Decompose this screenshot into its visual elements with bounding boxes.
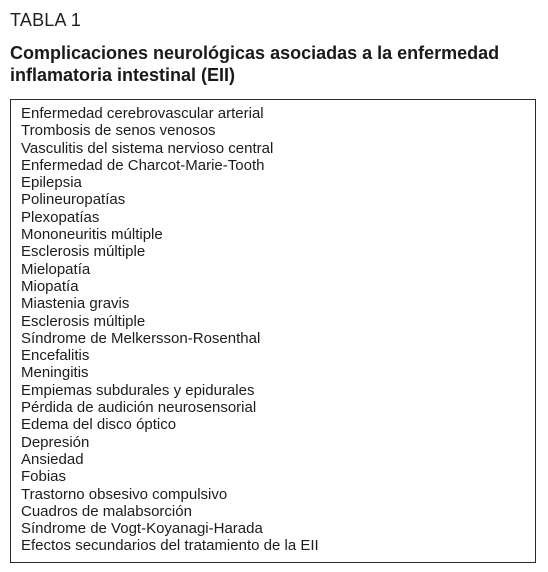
list-item: Enfermedad cerebrovascular arterial — [21, 105, 264, 122]
list-item: Síndrome de Vogt-Koyanagi-Harada — [21, 520, 263, 538]
list-item: Empiemas subdurales y epidurales — [21, 381, 255, 399]
list-item: Pérdida de audición neurosensorial — [21, 399, 257, 417]
table-body — [10, 99, 536, 563]
list-item: Polineuropatías — [21, 191, 126, 209]
list-item: Epilepsia — [21, 174, 82, 192]
list-item: Vasculitis del sistema nervioso central — [21, 139, 274, 157]
list-item: Esclerosis múltiple — [21, 312, 146, 330]
list-item: Efectos secundarios del tratamiento de la EII — [21, 537, 319, 555]
complications-list — [21, 105, 535, 555]
list-item: Plexopatías — [21, 208, 100, 226]
list-item: Cuadros de malabsorción — [21, 502, 192, 520]
list-item: Fobias — [21, 468, 67, 486]
list-item: Miastenia gravis — [21, 295, 130, 313]
list-item: Meningitis — [21, 364, 89, 382]
list-item: Encefalitis — [21, 347, 90, 365]
list-item: Miopatía — [21, 277, 79, 295]
list-item: Edema del disco óptico — [21, 416, 177, 434]
list-item: Trombosis de senos venosos — [21, 122, 216, 140]
list-item: Enfermedad de Charcot-Marie-Tooth — [21, 156, 265, 174]
list-item: Mielopatía — [21, 260, 91, 278]
table-number: TABLA 1 — [10, 10, 82, 30]
table-title: Complicaciones neurológicas asociadas a la enfermedad inflamatoria intestinal (EII) — [10, 43, 500, 85]
list-item: Mononeuritis múltiple — [21, 226, 163, 244]
list-item: Síndrome de Melkersson-Rosenthal — [21, 329, 261, 347]
list-item: Depresión — [21, 433, 90, 451]
list-item: Trastorno obsesivo compulsivo — [21, 485, 228, 503]
list-item: Esclerosis múltiple — [21, 243, 146, 261]
list-item: Ansiedad — [21, 450, 84, 468]
